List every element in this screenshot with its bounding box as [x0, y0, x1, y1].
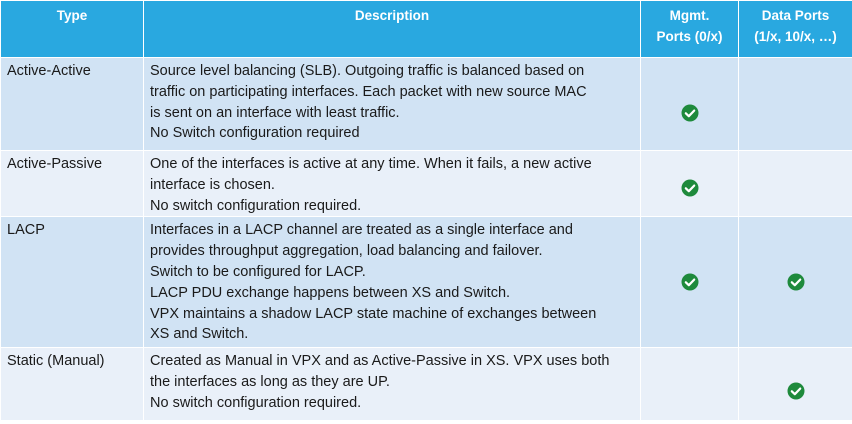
cell-data-ports	[739, 217, 852, 348]
cell-type: LACP	[1, 217, 144, 348]
description-line: Interfaces in a LACP channel are treated as a single interface and	[150, 222, 573, 239]
cell-data-ports	[739, 348, 852, 421]
header-mgmt-line1: Mgmt.	[669, 8, 710, 23]
header-data-line1: Data Ports	[761, 8, 830, 23]
description-line: No switch configuration required.	[150, 197, 362, 214]
header-mgmt-ports	[641, 1, 739, 58]
description-line: One of the interfaces is active at any time. When it fails, a new active	[150, 156, 592, 172]
cell-description	[144, 58, 641, 151]
check-circle-icon	[681, 273, 699, 291]
description-line: Source level balancing (SLB). Outgoing traffic is balanced based on	[150, 63, 585, 79]
header-data-line2: (1/x, 10/x, …)	[754, 29, 837, 44]
description-line: Switch to be configured for LACP.	[150, 263, 366, 280]
cell-data-ports	[739, 151, 852, 217]
header-data-ports	[739, 1, 852, 58]
header-mgmt-line2: Ports (0/x)	[656, 29, 723, 44]
description-line: traffic on participating interfaces. Each packet with new source MAC	[150, 83, 587, 100]
description-line: provides throughput aggregation, load balancing and failover.	[150, 243, 543, 260]
cell-description	[144, 217, 641, 348]
table-header-row	[1, 1, 852, 58]
table-row	[1, 348, 852, 421]
table-body	[1, 58, 852, 421]
cell-data-ports	[739, 58, 852, 151]
table-row	[1, 151, 852, 217]
cell-mgmt-ports	[641, 348, 739, 421]
cell-description	[144, 348, 641, 421]
cell-type: Active-Active	[1, 58, 144, 151]
description-line: XS and Switch.	[150, 326, 249, 343]
description-line: No switch configuration required.	[150, 394, 362, 411]
cell-type: Static (Manual)	[1, 348, 144, 421]
table-row	[1, 58, 852, 151]
cell-type: Active-Passive	[1, 151, 144, 217]
table-row	[1, 217, 852, 348]
header-description: Description	[144, 1, 641, 58]
cell-mgmt-ports	[641, 151, 739, 217]
check-circle-icon	[787, 273, 805, 291]
description-line: the interfaces as long as they are UP.	[150, 374, 390, 391]
cell-mgmt-ports	[641, 217, 739, 348]
cell-mgmt-ports	[641, 58, 739, 151]
check-circle-icon	[681, 179, 699, 197]
description-line: LACP PDU exchange happens between XS and Switch.	[150, 284, 511, 301]
description-line: VPX maintains a shadow LACP state machine of exchanges between	[150, 305, 597, 322]
cell-description	[144, 151, 641, 217]
check-circle-icon	[681, 104, 699, 122]
header-type: Type	[1, 1, 144, 58]
description-line: interface is chosen.	[150, 176, 275, 193]
description-line: No Switch configuration required	[150, 125, 360, 142]
description-line: Created as Manual in VPX and as Active-Passive in XS. VPX uses both	[150, 353, 610, 370]
description-line: is sent on an interface with least traffic.	[150, 104, 400, 121]
check-circle-icon	[787, 382, 805, 400]
